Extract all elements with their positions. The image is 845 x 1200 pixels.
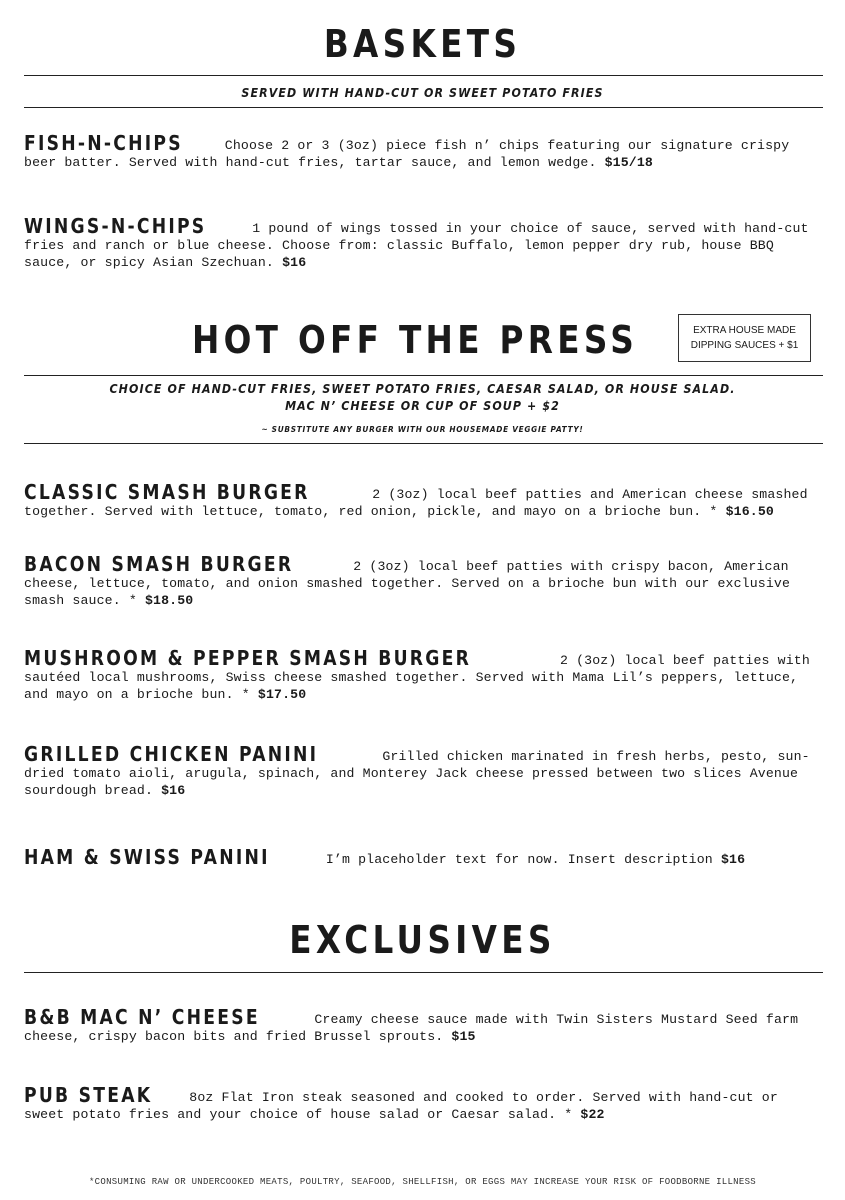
item-price: $15/18 (604, 155, 653, 170)
menu-item (24, 845, 826, 869)
item-description: Choose 2 or 3 (3oz) piece fish n’ chips featuring our signature crispy beer batter. Served with hand-cut fries, tartar sauce, and lemon wedge. (24, 138, 790, 170)
menu-item (24, 480, 826, 520)
menu-item (24, 1005, 826, 1045)
item-name: FISH-N-CHIPS (24, 131, 183, 155)
item-description: 2 (3oz) local beef patties with crispy bacon, American cheese, lettuce, tomato, and onion smashed together. Served on a brioche bun with our exclusive smash sauce. * (24, 559, 791, 608)
item-description: 2 (3oz) local beef patties with sautéed local mushrooms, Swiss cheese smashed together. Served with Mama Lil’s peppers, lettuce, and mayo on a brioche bun. * (24, 653, 810, 702)
item-price: $22 (580, 1107, 605, 1122)
item-name: BACON SMASH BURGER (24, 552, 294, 576)
callout-line: DIPPING SAUCES + $1 (690, 340, 799, 351)
menu-item (24, 1083, 826, 1123)
dipping-sauce-callout (678, 314, 811, 362)
menu-item (24, 214, 826, 271)
item-name: PUB STEAK (24, 1083, 153, 1107)
item-description: 2 (3oz) local beef patties and American cheese smashed together. Served with lettuce, tomato, red onion, pickle, and mayo on a brioche bun. * (24, 487, 808, 519)
divider (24, 375, 823, 376)
item-name: WINGS-N-CHIPS (24, 214, 207, 238)
veggie-patty-note: ~ SUBSTITUTE ANY BURGER WITH OUR HOUSEMADE VEGGIE PATTY! (261, 425, 584, 434)
divider (24, 75, 823, 76)
press-subtitle-line: MAC N’ CHEESE OR CUP OF SOUP + $2 (285, 399, 560, 413)
item-name: GRILLED CHICKEN PANINI (24, 742, 319, 766)
divider (24, 443, 823, 444)
menu-item (24, 646, 826, 703)
item-description: Grilled chicken marinated in fresh herbs, pesto, sun-dried tomato aioli, arugula, spinach, and Monterey Jack cheese pressed between two slices Avenue sourdough bread. (24, 749, 810, 798)
callout-line: EXTRA HOUSE MADE (693, 325, 796, 336)
item-price: $16 (720, 852, 746, 867)
item-price: $16 (282, 255, 307, 270)
menu-item (24, 131, 826, 171)
menu-item (24, 552, 826, 609)
section-title-hot-off-the-press: HOT OFF THE PRESS (191, 318, 639, 362)
item-price: $16.50 (725, 504, 774, 519)
item-name: CLASSIC SMASH BURGER (24, 480, 310, 504)
divider (24, 972, 823, 973)
section-title-exclusives: EXCLUSIVES (289, 918, 556, 962)
item-description: Creamy cheese sauce made with Twin Sisters Mustard Seed farm cheese, crispy bacon bits and fried Brussel sprouts. (24, 1012, 799, 1044)
food-safety-disclaimer: *CONSUMING RAW OR UNDERCOOKED MEATS, POULTRY, SEAFOOD, SHELLFISH, OR EGGS MAY INCREASE YOUR RISK OF FOODBORNE ILLNESS (88, 1177, 756, 1187)
baskets-subtitle: SERVED WITH HAND-CUT OR SWEET POTATO FRIES (241, 86, 604, 100)
item-description: 8oz Flat Iron steak seasoned and cooked to order. Served with hand-cut or sweet potato fries and your choice of house salad or Caesar salad. * (24, 1090, 778, 1122)
item-price: $15 (451, 1029, 476, 1044)
item-price: $18.50 (144, 593, 194, 608)
menu-item (24, 742, 826, 799)
item-price: $16 (161, 783, 186, 798)
press-subtitle-line: CHOICE OF HAND-CUT FRIES, SWEET POTATO FRIES, CAESAR SALAD, OR HOUSE SALAD. (109, 382, 736, 396)
item-description: 1 pound of wings tossed in your choice of sauce, served with hand-cut fries and ranch or blue cheese. Choose from: classic Buffalo, lemon pepper dry rub, house BBQ sauce, or spicy Asian Szechuan. (24, 221, 809, 270)
item-description: I’m placeholder text for now. Insert description (325, 852, 713, 867)
item-name: HAM & SWISS PANINI (24, 845, 270, 869)
divider (24, 107, 823, 108)
item-name: B&B MAC N’ CHEESE (24, 1005, 260, 1029)
item-name: MUSHROOM & PEPPER SMASH BURGER (24, 646, 472, 670)
item-price: $17.50 (257, 687, 307, 702)
section-title-baskets: BASKETS (323, 22, 522, 66)
